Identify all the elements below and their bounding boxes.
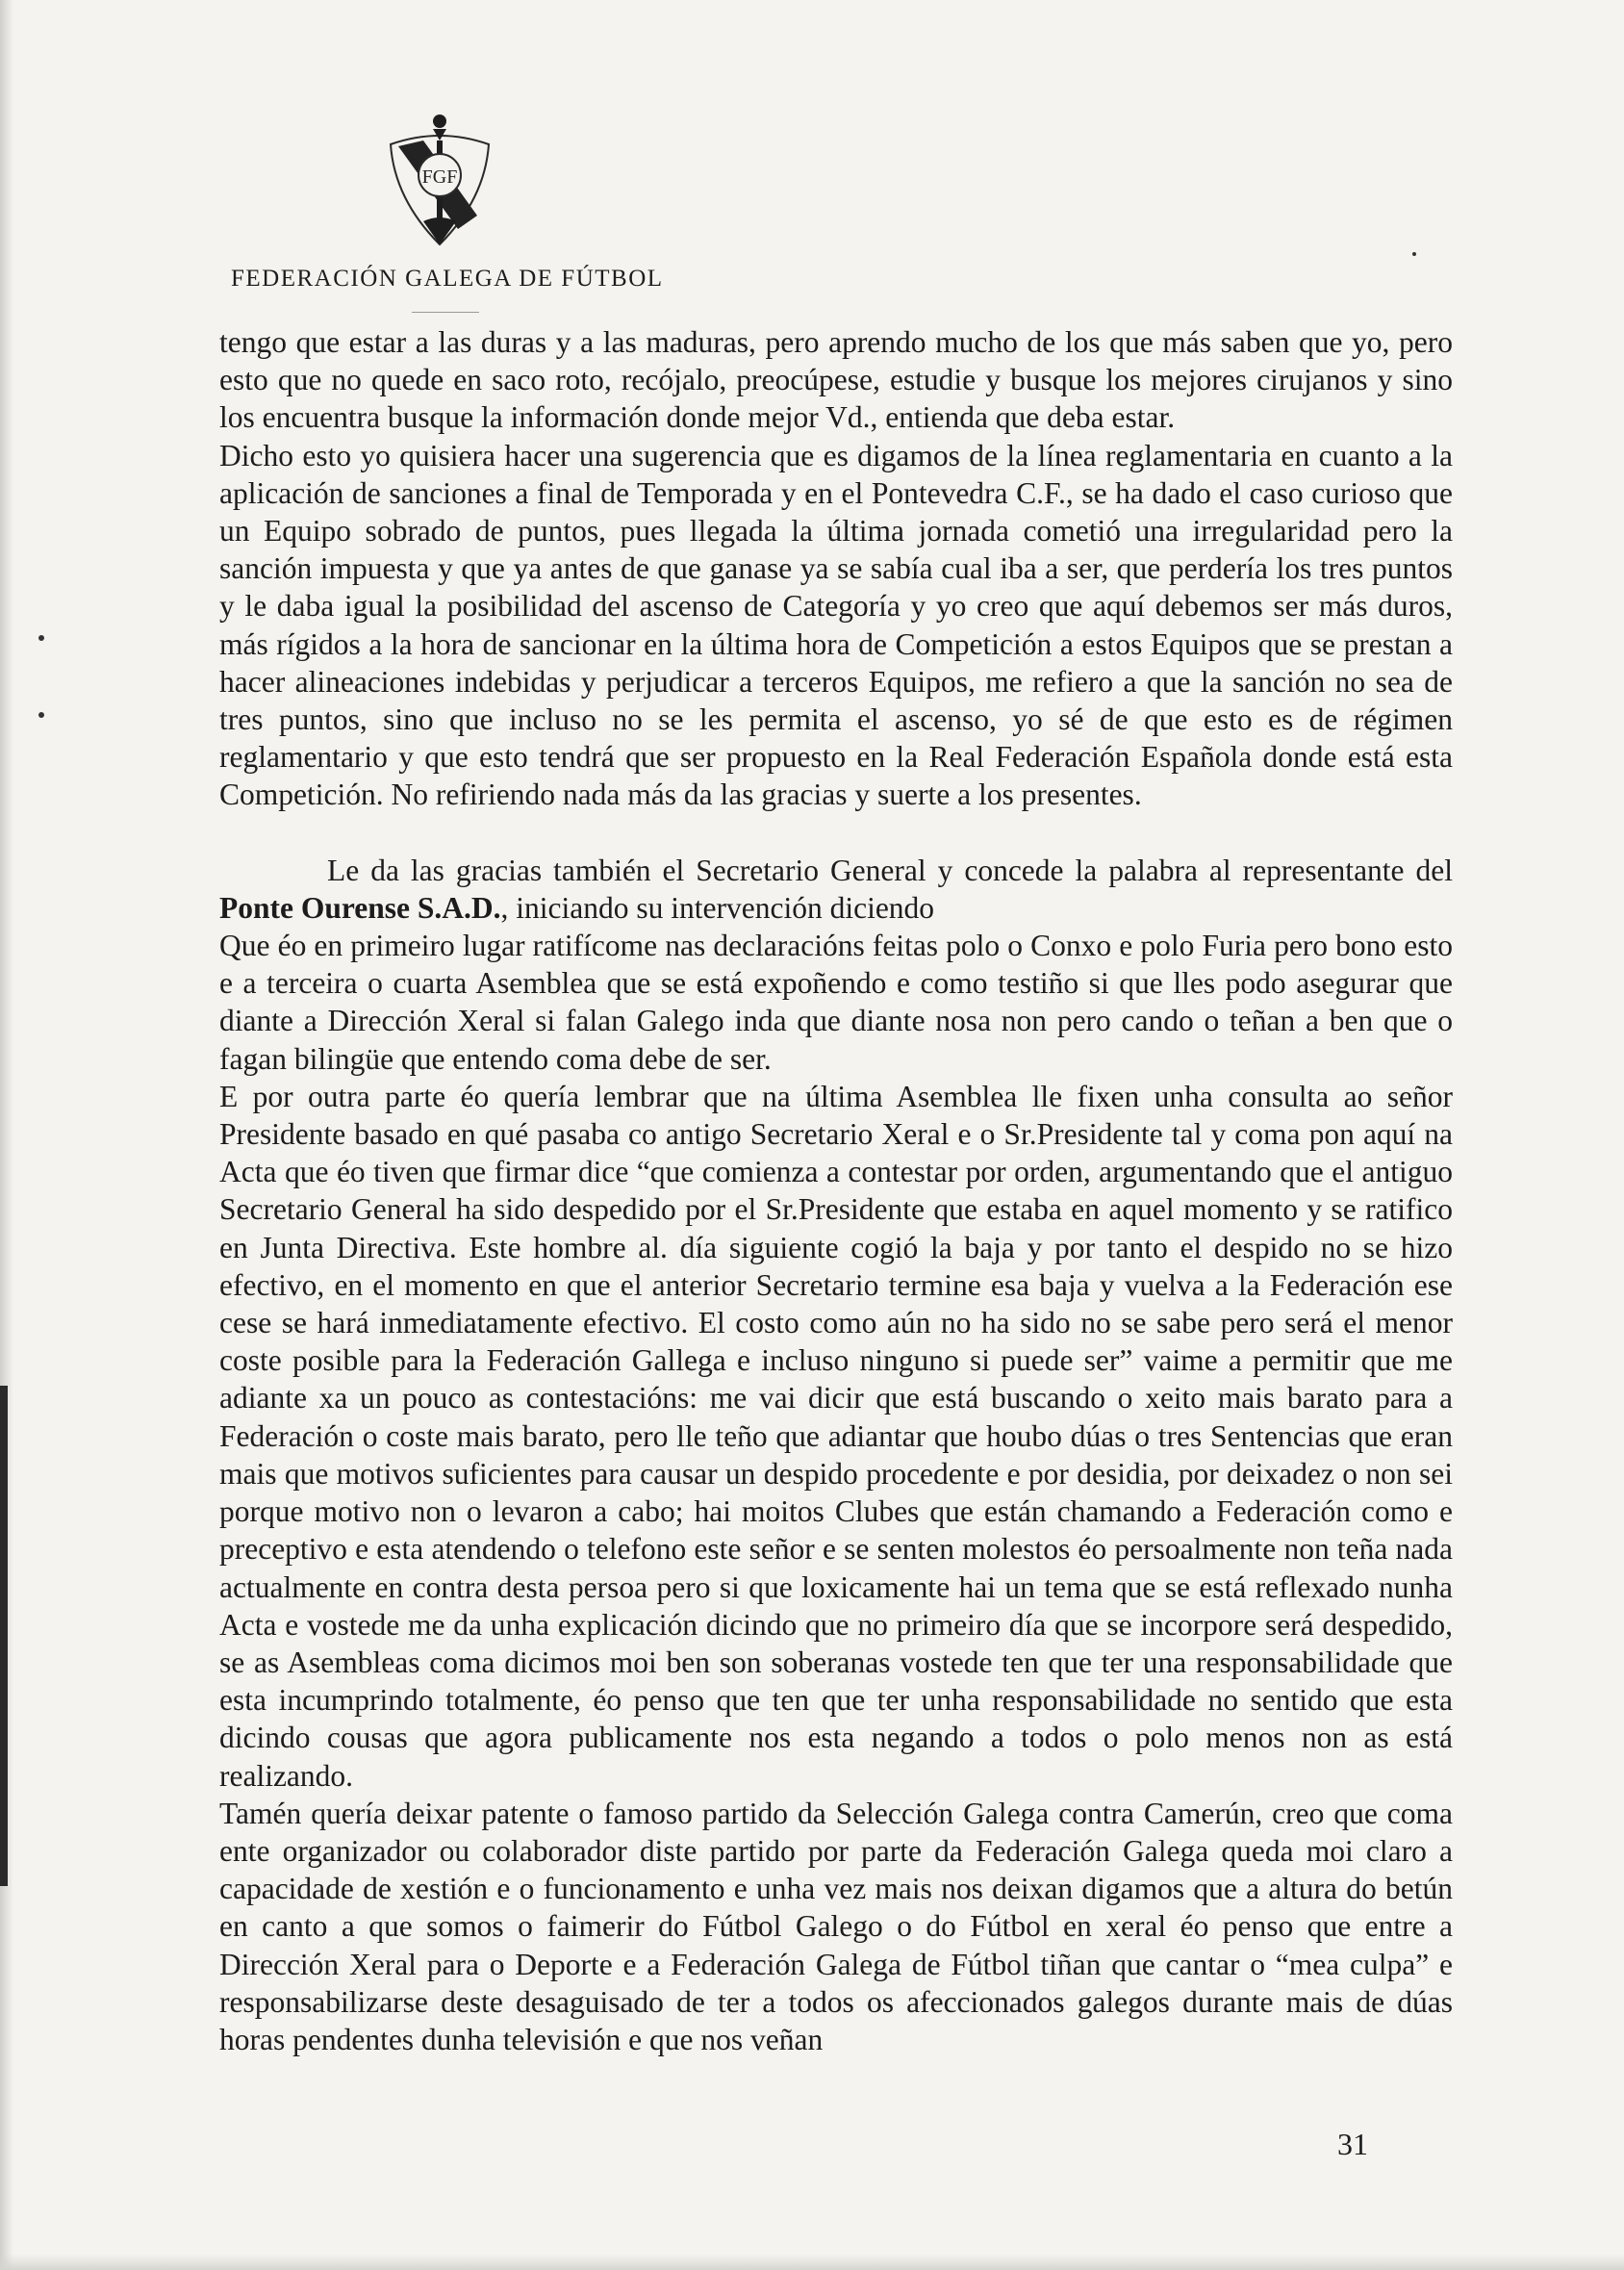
logo-lettering: FGF — [421, 166, 458, 188]
fgf-crest-icon — [377, 108, 502, 252]
document-body — [219, 323, 1453, 2058]
scan-speck — [38, 635, 44, 641]
paragraph-3 — [219, 852, 1453, 927]
paragraph-5: E por outra parte éo quería lembrar que na última Asemblea lle fixen unha consulta ao señor Presidente basado en qué pasaba co antigo Secretario Xeral e o Sr.Presidente tal y coma pon aquí na Acta que éo tiven que firmar dice “que comienza a contestar por orden, argumentando que el antiguo Secretario General ha sido despedido por el Sr.Presidente que estaba en aquel momento y se ratifico en Junta Directiva. Este hombre al. día siguiente cogió la baja y por tanto el despido no se hizo efectivo, en el momento en que el anterior Secretario termine esa baja y vuelva a la Federación ese cese se hará inmediatamente efectivo. El costo como aún no ha sido no se sabe pero será el menor coste posible para la Federación Gallega e incluso ninguno si puede ser” vaime a permitir que me adiante xa un pouco as contestacións: me vai dicir que está buscando o xeito mais barato para a Federación o coste mais barato, pero lle teño que adiantar que houbo dúas o tres Sentencias que eran mais que motivos suficientes para causar un despido procedente e por desidia, por deixadez o non sei porque motivo non o levaron a cabo; hai moitos Clubes que están chamando a Federación como e preceptivo e esta atendendo o telefono este señor e se senten molestos éo persoalmente non teña nada actualmente en contra desta persoa pero si que loxicamente hai un tema que se está reflexado nunha Acta e vostede me da unha explicación dicindo que no primeiro día que se incorpore será despedido, se as Asembleas coma dicimos moi ben son soberanas vostede ten que ter una responsabilidade que esta incumprindo totalmente, éo penso que ten que ter unha responsabilidade no sentido que esta dicindo cousas que agora publicamente nos esta negando a todos o polo menos non as está realizando. — [219, 1079, 1453, 1793]
scan-edge-mark — [0, 1386, 8, 1886]
paragraph-1: tengo que estar a las duras y a las maduras, pero aprendo mucho de los que más saben que yo, pero esto que no quede en saco roto, recójalo, preocúpese, estudie y busque los mejores cirujanos y sino los encuentra busque la información donde mejor Vd., entienda que deba estar. — [219, 325, 1453, 435]
federation-header: FEDERACIÓN GALEGA DE FÚTBOL — [231, 266, 664, 292]
paragraph-2: Dicho esto yo quisiera hacer una sugerencia que es digamos de la línea reglamentaria en cuanto a la aplicación de sanciones a final de Temporada y en el Pontevedra C.F., se ha dado el caso curioso que un Equipo sobrado de puntos, pues llegada la última jornada cometió una irregularidad pero la sanción impuesta y que ya antes de que ganase ya se sabía cual iba a ser, que perdería los tres puntos y le daba igual la posibilidad del ascenso de Categoría y yo creo que aquí debemos ser más duros, más rígidos a la hora de sancionar en la última hora de Competición a estos Equipos que se prestan a hacer alineaciones indebidas y perjudicar a terceros Equipos, me refiero a que la sanción no sea de tres puntos, sino que incluso no se les permita el ascenso, yo sé de que esto es de régimen reglamentario y que esto tendrá que ser propuesto en la Real Federación Española donde está esta Competición. No refiriendo nada más da las gracias y suerte a los presentes. — [219, 438, 1453, 812]
scan-speck — [1412, 252, 1416, 256]
paragraph-4: Que éo en primeiro lugar ratifícome nas declaracións feitas polo o Conxo e polo Furia pero bono esto e a terceira o cuarta Asemblea que se está expoñendo e como testiño si que lles podo asegurar que diante a Dirección Xeral si falan Galego inda que diante nosa non pero cando o teñan a ben que o fagan bilingüe que entendo coma debe de ser. — [219, 929, 1453, 1076]
club-name: Ponte Ourense S.A.D. — [219, 890, 501, 925]
paragraph-gap — [219, 814, 1453, 852]
page-bottom-shadow — [0, 2255, 1624, 2270]
paragraph-3-end: , iniciando su intervención diciendo — [500, 890, 935, 925]
header-rule — [412, 312, 479, 313]
scan-speck — [38, 712, 44, 718]
page-number: 31 — [1337, 2127, 1368, 2161]
paragraph-3-intro: Le da las gracias también el Secretario General y concede la palabra al representante del — [327, 853, 1453, 887]
page-edge-shadow — [0, 0, 13, 2270]
paragraph-6: Tamén quería deixar patente o famoso partido da Selección Galega contra Camerún, creo que coma ente organizador ou colaborador diste partido por parte da Federación Galega queda moi claro a capacidade de xestión e o funcionamento e unha vez mais nos deixan digamos que a altura do betún en canto a que somos o faimerir do Fútbol Galego o do Fútbol en xeral éo penso que entre a Dirección Xeral para o Deporte e a Federación Galega de Fútbol tiñan que cantar o “mea culpa” e responsabilizarse deste desaguisado de ter a todos os afeccionados galegos durante mais de dúas horas pendentes dunha televisión e que nos veñan — [219, 1796, 1453, 2056]
